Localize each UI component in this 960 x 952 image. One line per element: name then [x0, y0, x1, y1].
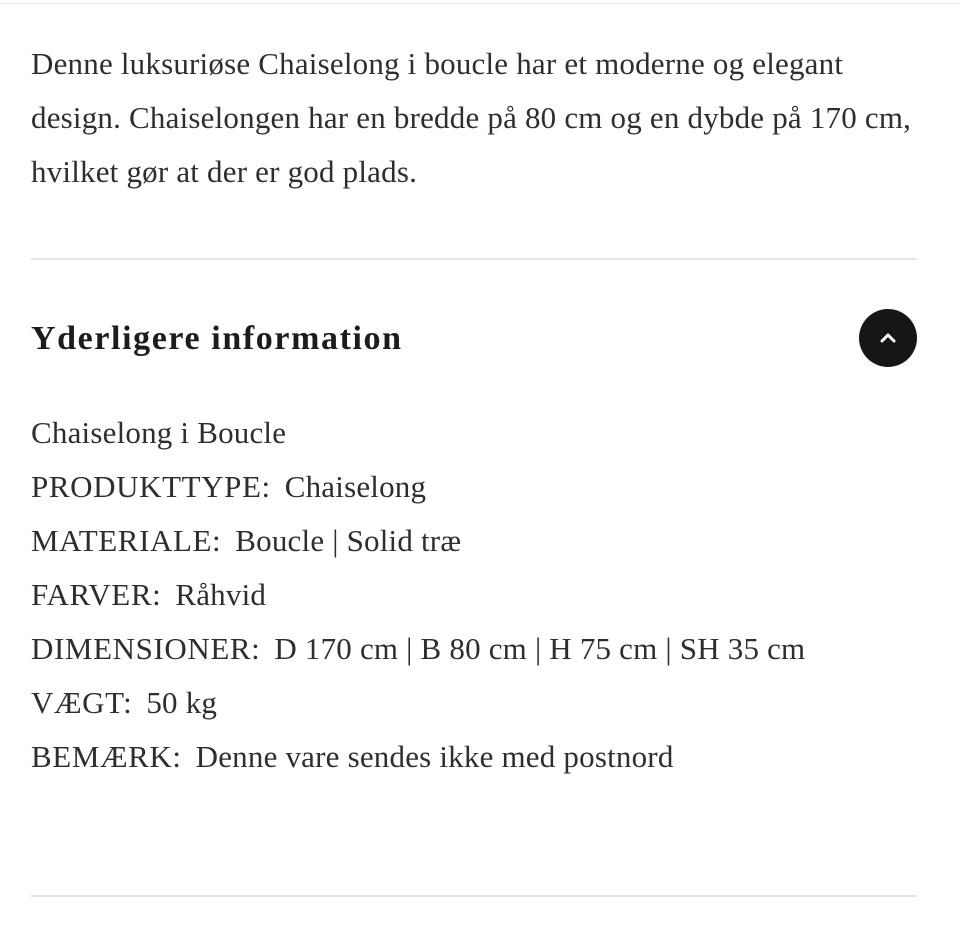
- info-value: Råhvid: [175, 577, 267, 612]
- top-divider: [0, 3, 960, 4]
- info-key: FARVER:: [31, 577, 162, 612]
- product-description: Denne luksuriøse Chaiselong i boucle har et moderne og elegant design. Chaiselongen har en bredde på 80 cm og en dybde på 170 cm, hvilket gør at der er god plads.: [31, 46, 912, 189]
- info-value: Denne vare sendes ikke med postnord: [195, 739, 674, 774]
- info-row-materiale: [31, 514, 911, 568]
- info-value: 50 kg: [146, 685, 218, 720]
- additional-info-header[interactable]: [31, 309, 917, 367]
- section-divider-top: [31, 258, 917, 260]
- info-product-name: Chaiselong i Boucle: [31, 415, 287, 450]
- info-row-bemaerk: [31, 730, 911, 784]
- info-key: VÆGT:: [31, 685, 133, 720]
- info-row-farver: [31, 568, 911, 622]
- section-title: Yderligere information: [31, 320, 403, 357]
- info-key: PRODUKTTYPE:: [31, 469, 271, 504]
- info-key: DIMENSIONER:: [31, 631, 261, 666]
- info-value: Boucle | Solid træ: [235, 523, 462, 558]
- info-row-vaegt: [31, 676, 911, 730]
- info-value: Chaiselong: [284, 469, 427, 504]
- info-key: BEMÆRK:: [31, 739, 182, 774]
- section-divider-bottom: [31, 895, 917, 897]
- additional-info-list: [31, 406, 911, 784]
- info-row-dimensioner: [31, 622, 911, 676]
- info-key: MATERIALE:: [31, 523, 222, 558]
- chevron-up-icon: [878, 328, 898, 348]
- collapse-toggle-button[interactable]: [859, 309, 917, 367]
- info-row-produkttype: [31, 460, 911, 514]
- info-value: D 170 cm | B 80 cm | H 75 cm | SH 35 cm: [274, 631, 806, 666]
